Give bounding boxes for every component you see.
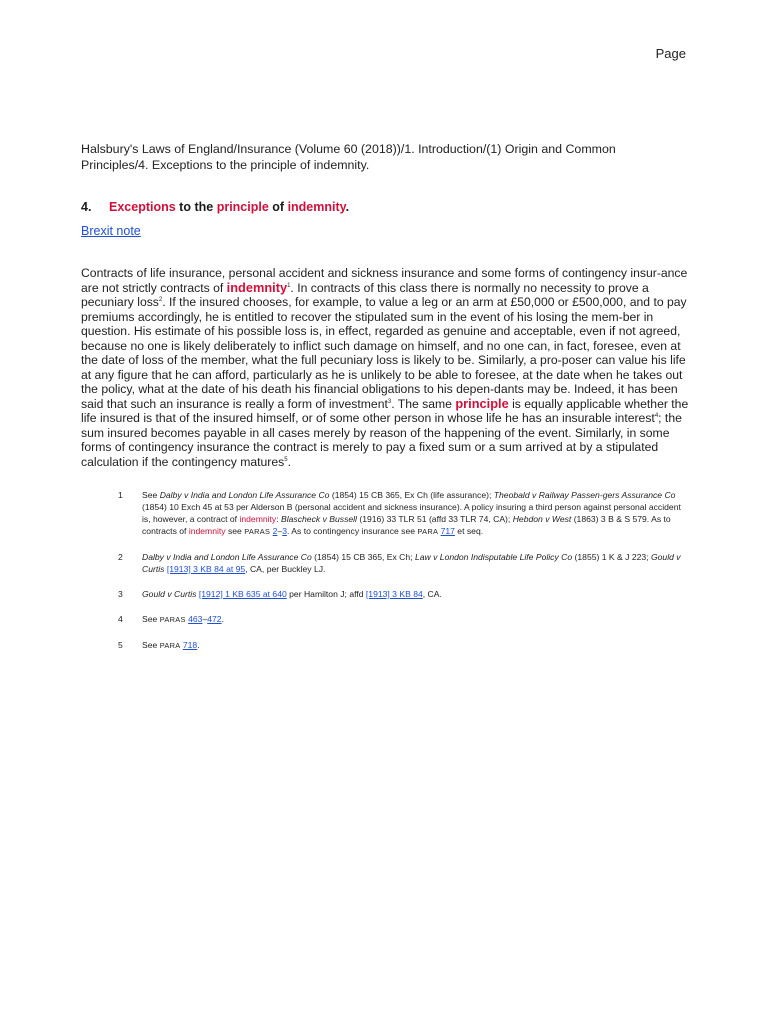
text-run: See bbox=[142, 640, 160, 650]
text-run: . The same bbox=[391, 396, 456, 411]
case-name: Dalby v India and London Life Assurance Co bbox=[142, 552, 312, 562]
case-name: Gould v Curtis bbox=[142, 589, 197, 599]
text-run: See bbox=[142, 614, 160, 624]
text-run: – bbox=[277, 526, 283, 536]
heading-punct: . bbox=[345, 200, 350, 214]
para-link[interactable]: 463 bbox=[188, 614, 203, 624]
text-run: (1916) 33 TLR 51 (affd 33 TLR 74, CA); bbox=[356, 514, 513, 524]
page-label: Page bbox=[655, 46, 686, 61]
case-name: Gould v Curtis bbox=[142, 552, 681, 574]
footnote-text bbox=[142, 489, 691, 538]
text-run: is equally applicable whether the life insured is that of the insured himself, or of some other person in whose life he has an insurable interest bbox=[81, 396, 689, 425]
text-run: , CA, per Buckley LJ. bbox=[245, 564, 326, 574]
para-label: PARAS bbox=[159, 615, 186, 624]
para-label: PARA bbox=[417, 527, 439, 536]
text-run: ; the sum insured becomes payable in all cases merely by reason of the happening of the event. Similarly, in some forms of contingency insurance the contract is merely to pay a fixed sum or a sum arrived at by a stipulated calculation if the contingency matures bbox=[81, 411, 682, 469]
citation-link[interactable]: [1913] 3 KB 84 at 95 bbox=[166, 564, 246, 574]
heading-word: indemnity bbox=[287, 200, 346, 214]
footnotes bbox=[118, 489, 691, 665]
highlighted-term: indemnity bbox=[226, 279, 288, 295]
footnote-3 bbox=[118, 588, 691, 600]
para-label: PARAS bbox=[244, 527, 271, 536]
text-run: See bbox=[142, 490, 160, 500]
para-link[interactable]: 718 bbox=[182, 640, 198, 650]
text-run: , CA. bbox=[422, 589, 442, 599]
footnote-ref[interactable]: 3 bbox=[387, 398, 392, 405]
text-run: . bbox=[287, 454, 291, 469]
text-run: : bbox=[276, 514, 282, 524]
case-name: Dalby v India and London Life Assurance Co bbox=[159, 490, 330, 500]
text-run: . As to contingency insurance see bbox=[286, 526, 418, 536]
footnote-2 bbox=[118, 551, 691, 575]
footnote-1 bbox=[118, 489, 691, 538]
text-run: – bbox=[202, 614, 208, 624]
text-run: (1863) 3 B & S 579. As to contracts of bbox=[142, 514, 671, 536]
footnote-ref[interactable]: 1 bbox=[287, 282, 291, 289]
text-run: . bbox=[197, 640, 200, 650]
section-number: 4. bbox=[81, 200, 92, 214]
highlighted-term: principle bbox=[455, 395, 509, 411]
footnote-text bbox=[142, 639, 691, 652]
footnote-ref[interactable]: 5 bbox=[284, 456, 288, 463]
case-name: Law v London Indisputable Life Policy Co bbox=[414, 552, 573, 562]
footnote-number: 3 bbox=[118, 589, 123, 599]
text-run: per Hamilton J; affd bbox=[286, 589, 366, 599]
case-name: Hebdon v West bbox=[512, 514, 572, 524]
footnote-number: 5 bbox=[118, 640, 123, 650]
heading-word: principle bbox=[216, 200, 269, 214]
text-run: see bbox=[225, 526, 245, 536]
para-link[interactable]: 2 bbox=[272, 526, 278, 536]
breadcrumb: Halsbury's Laws of England/Insurance (Volume 60 (2018))/1. Introduction/(1) Origin and Common Principles/4. Exceptions to the principle of indemnity. bbox=[81, 142, 616, 172]
footnote-text bbox=[142, 588, 691, 600]
text-run: Contracts of life insurance, personal accident and sickness insurance and some forms of contingency insur-ance are not strictly contracts of bbox=[81, 266, 688, 295]
heading-word: to the bbox=[179, 200, 214, 214]
text-run: (1854) 15 CB 365, Ex Ch (life assurance); bbox=[329, 490, 494, 500]
text-run: . In contracts of this class there is normally no necessity to prove a pecuniary loss bbox=[81, 280, 649, 309]
brexit-note-link[interactable]: Brexit note bbox=[81, 224, 141, 238]
citation-link[interactable]: [1913] 3 KB 84 bbox=[365, 589, 423, 599]
footnote-4 bbox=[118, 613, 691, 626]
footnote-text bbox=[142, 551, 691, 575]
text-run: (1854) 15 CB 365, Ex Ch; bbox=[311, 552, 415, 562]
case-name: Theobald v Railway Passen-gers Assurance Co bbox=[493, 490, 676, 500]
text-run: (1855) 1 K & J 223; bbox=[572, 552, 651, 562]
heading-word: Exceptions bbox=[109, 200, 176, 214]
citation-link[interactable]: [1912] 1 KB 635 at 640 bbox=[198, 589, 287, 599]
section-heading bbox=[81, 200, 349, 214]
para-link[interactable]: 3 bbox=[282, 526, 287, 536]
para-link[interactable]: 717 bbox=[440, 526, 455, 536]
highlighted-term: indemnity bbox=[239, 514, 277, 524]
body-paragraph bbox=[81, 266, 691, 469]
footnote-ref[interactable]: 4 bbox=[654, 412, 659, 419]
text-run: . If the insured chooses, for example, to value a leg or an arm at £50,000 or £500,000, and to pay premiums accordingly, he is entitled to recover the stipulated sum in the event of his losing the mem-ber in question. His estimate of his possible loss is, in effect, regarded as genuine and acceptable, even if not agreed, because no one is likely deliberately to inflict such damage on himself, and no one can, in fact, foresee, even at the date of loss of the member, what the full pecuniary loss is likely to be. Similarly, a pro-poser can value his life at any figure that he can afford, particularly as he is unlikely to be able to foresee, at the date when he takes out the policy, what at the date of his death his financial obligations to his depen-dants may be. Indeed, it has been said that such an insurance is really a form of investment bbox=[81, 295, 687, 411]
footnote-ref[interactable]: 2 bbox=[158, 296, 163, 303]
heading-word: of bbox=[272, 200, 285, 214]
footnote-5 bbox=[118, 639, 691, 652]
footnote-text bbox=[142, 613, 691, 626]
para-link[interactable]: 472 bbox=[207, 614, 222, 624]
footnote-number: 4 bbox=[118, 614, 123, 624]
highlighted-term: indemnity bbox=[188, 526, 226, 536]
text-run: (1854) 10 Exch 45 at 53 per Alderson B (personal accident and sickness insurance). A policy insuring a third person against personal accident is, however, a contract of bbox=[142, 502, 681, 524]
text-run: et seq. bbox=[454, 526, 484, 536]
para-label: PARA bbox=[159, 641, 181, 650]
text-run: . bbox=[221, 614, 224, 624]
footnote-number: 2 bbox=[118, 552, 123, 562]
footnote-number: 1 bbox=[118, 490, 123, 500]
case-name: Blascheck v Bussell bbox=[281, 514, 357, 524]
